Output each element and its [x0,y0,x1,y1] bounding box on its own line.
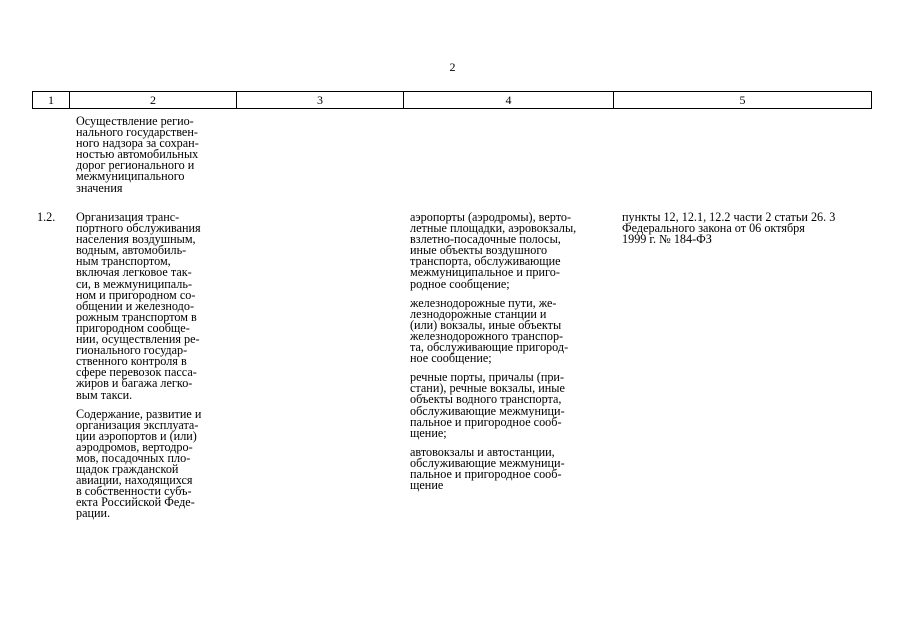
row1-col4-paragraph: речные порты, причалы (при- стани), речные вокзалы, иные объекты водного транспорта, обслуживающие межмуници- пальное и пригородное сооб- щение; [410,370,565,440]
row1-col4-paragraph: железнодорожные пути, же- лезнодорожные станции и (или) вокзалы, иные объекты железнодорожного транспор- та, обслуживающие пригород- ное сообщение; [410,295,569,366]
row1-col2-paragraph: Организация транс- портного обслуживания населения воздушным, водным, автомобиль- ным транспортом, включая легковое так- си, в межмуниципаль- ном и пригородном со- общении и железнодо- рожным транспортом в пригородном сообще- нии, осуществления ре- гионального государ- ственного контроля в сфере перевозок пасса- жиров и багажа легко- вым такси. [76,210,201,402]
header-col-5: 5 [739,93,746,107]
header-col-2: 2 [70,92,237,108]
table-header-row [32,91,872,109]
row1-col4-paragraph: аэропорты (аэродромы), верто- летные площадки, аэровокзалы, взлетно-посадочные полосы, иные объекты воздушного транспорта, обслуживающие межмуниципальное и приго- родное сообщение; [410,210,577,291]
row0-col2-text: Осуществление регио- нального государствен- ного надзора за сохран- ностью автомобильных дорог регионального и межмуниципального значения [76,114,199,195]
row-number: 1.2. [37,210,56,224]
header-col-1: 1 [33,92,70,108]
row1-col4-paragraph: автовокзалы и автостанции, обслуживающие межмуници- пальное и пригородное сооб- щение [410,444,565,493]
page-number: 2 [449,60,456,74]
row1-col2-cell [76,212,201,528]
row1-col2-paragraph: Содержание, развитие и организация эксплуата- ции аэропортов и (или) аэродромов, вертодро- мов, посадочных пло- щадок гражданской авиации, находящихся в собственности субъ- екта Российской Феде- рации. [76,406,202,521]
header-col-4: 4 [404,92,614,108]
row1-col5-text: пункты 12, 12.1, 12.2 части 2 статьи 26. 3 Федерального закона от 06 октября 1999 г. № 184-ФЗ [622,210,836,247]
row1-col4-cell [410,212,576,499]
header-col-3: 3 [237,92,404,108]
